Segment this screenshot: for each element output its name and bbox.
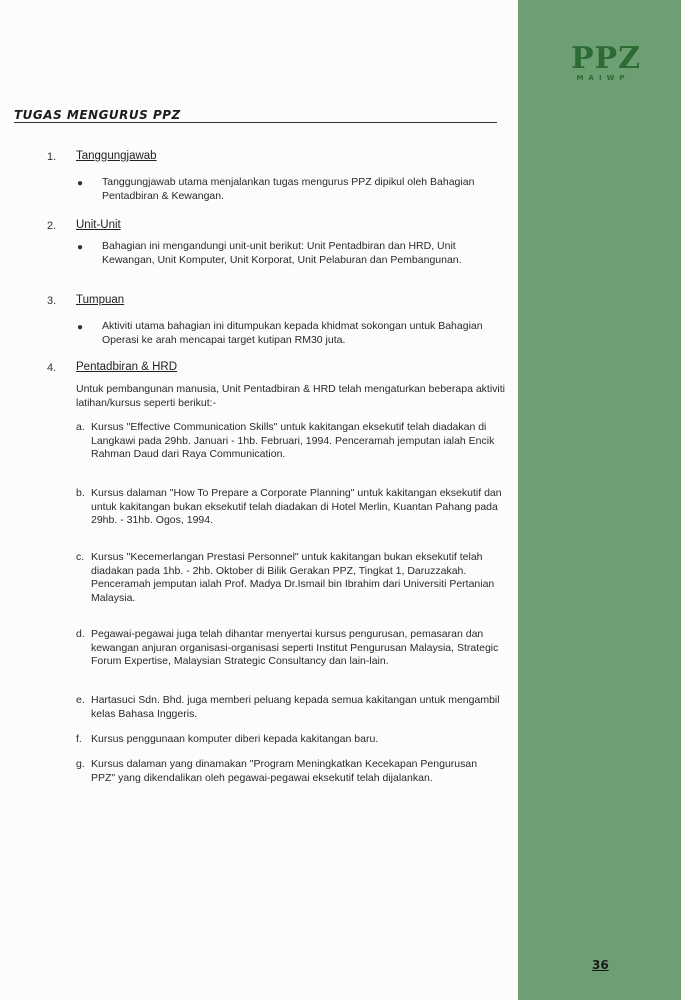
list-item: Kursus penggunaan komputer diberi kepada kakitangan baru.: [91, 733, 379, 745]
section-heading: Tumpuan: [76, 294, 125, 306]
logo-main-text: PPZ: [571, 41, 642, 76]
section-heading: Pentadbiran & HRD: [76, 361, 177, 373]
section-intro: Untuk pembangunan manusia, Unit Pentadbiran & HRD telah mengaturkan beberapa aktiviti latihan/kursus seperti berikut:-: [76, 383, 506, 409]
list-item-letter: d.: [76, 628, 85, 640]
list-item: Kursus "Effective Communication Skills" untuk kakitangan eksekutif telah diadakan di Langkawi pada 29hb. Januari - 1hb. Februari, 1994. Penceramah jemputan ialah Encik Rahman Daud dari Raya Communication.: [91, 421, 495, 460]
page-number: 36: [592, 958, 609, 972]
bullet-icon: ●: [77, 178, 84, 189]
bullet-icon: ●: [77, 242, 84, 253]
section-number: 4.: [47, 362, 57, 374]
section-number: 3.: [47, 295, 57, 307]
list-item: Pegawai-pegawai juga telah dihantar menyertai kursus pengurusan, pemasaran dan kewangan anjuran organisasi-organisasi seperti Institut Pengurusan Malaysia, Strategic Forum Expertise, Malaysian Strategic Consultancy dan lain-lain.: [91, 628, 499, 667]
list-item-letter: e.: [76, 694, 85, 706]
section-number: 1.: [47, 151, 57, 163]
title-divider: [14, 122, 497, 123]
bullet-text: Tanggungjawab utama menjalankan tugas mengurus PPZ dipikul oleh Bahagian Pentadbiran & Kewangan.: [102, 176, 475, 202]
list-item-letter: g.: [76, 758, 85, 770]
list-item: Kursus "Kecemerlangan Prestasi Personnel" untuk kakitangan bukan eksekutif telah diadakan pada 1hb. - 2hb. Oktober di Bilik Gerakan PPZ, Tingkat 1, Daruzzakah. Penceramah jemputan ialah Prof. Madya Dr.Ismail bin Ibrahim dari Universiti Pertanian Malaysia.: [91, 551, 495, 604]
list-item-letter: b.: [76, 487, 85, 499]
bullet-icon: ●: [77, 322, 84, 333]
list-item: Hartasuci Sdn. Bhd. juga memberi peluang kepada semua kakitangan untuk mengambil kelas Bahasa Inggeris.: [91, 694, 500, 720]
section-heading: Tanggungjawab: [76, 150, 157, 162]
list-item-letter: a.: [76, 421, 85, 433]
list-item: Kursus dalaman yang dinamakan "Program Meningkatkan Kecekapan Pengurusan PPZ" yang dikendalikan oleh pegawai-pegawai eksekutif telah dijalankan.: [91, 758, 478, 784]
list-item: Kursus dalaman "How To Prepare a Corporate Planning" untuk kakitangan eksekutif dan untuk kakitangan bukan eksekutif telah diadakan di Hotel Merlin, Kuantan Pahang pada 29hb. - 31hb. Ogos, 1994.: [91, 487, 502, 526]
ppz-logo: [571, 41, 642, 82]
side-band: [518, 0, 681, 1000]
list-item-letter: f.: [76, 733, 82, 745]
logo-sub-text: MAIWP: [576, 74, 630, 82]
section-number: 2.: [47, 220, 57, 232]
section-heading: Unit-Unit: [76, 219, 121, 231]
list-item-letter: c.: [76, 551, 85, 563]
page-title: TUGAS MENGURUS PPZ: [14, 108, 181, 122]
bullet-text: Aktiviti utama bahagian ini ditumpukan kepada khidmat sokongan untuk Bahagian Operasi ke arah mencapai target kutipan RM30 juta.: [102, 320, 483, 346]
bullet-text: Bahagian ini mengandungi unit-unit berikut: Unit Pentadbiran dan HRD, Unit Kewangan, Unit Komputer, Unit Korporat, Unit Pelaburan dan Pembangunan.: [102, 240, 462, 266]
